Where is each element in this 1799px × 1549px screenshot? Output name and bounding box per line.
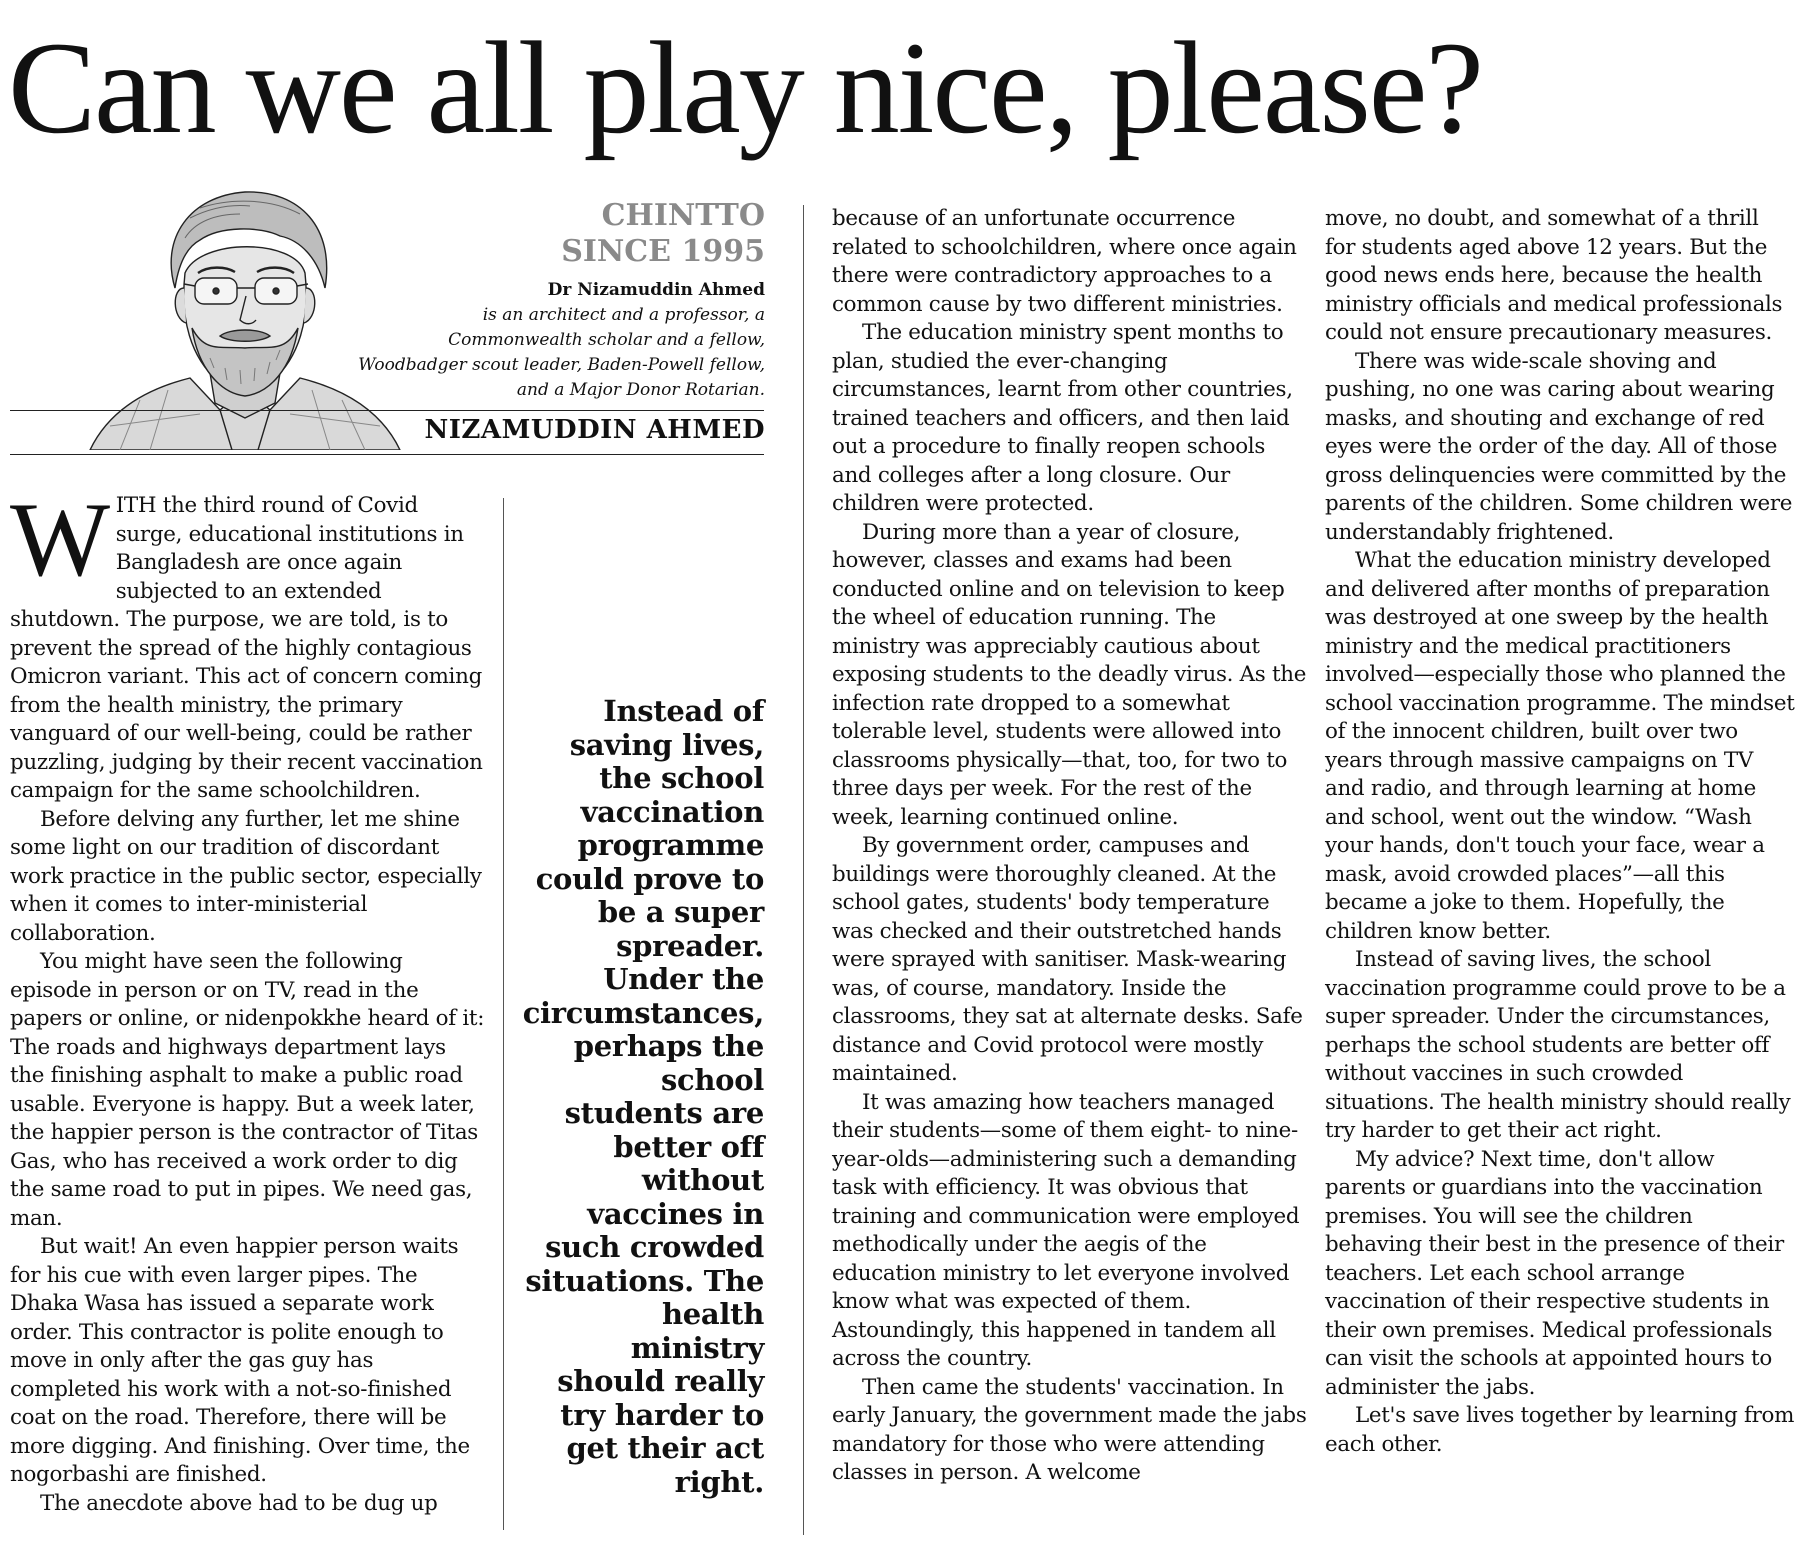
paragraph: What the education ministry developed and delivered after months of preparation was destroyed at one sweep by the health ministry and the medical practitioners involved—especially those who planned the school vaccination programme. The mindset of the innocent children, built over two years through massive campaigns on TV and radio, and through learning at home and school, went out the window. “Wash your hands, don't touch your face, wear a mask, avoid crowded places”—all this became a joke to them. Hopefully, the children know better.: [1325, 548, 1795, 944]
article-column-3: [1325, 205, 1795, 1459]
column-divider-2: [803, 205, 804, 1535]
paragraph: During more than a year of closure, however, classes and exams had been conducted online and on television to keep the wheel of education running. The ministry was appreciably cautious about exposing students to the deadly virus. As the infection rate dropped to a somewhat tolerable level, students were allowed into classrooms physically—that, too, for two to three days per week. For the rest of the week, learning continued online.: [832, 519, 1307, 830]
paragraph: Before delving any further, let me shine some light on our tradition of discordant work practice in the public sector, especially when it comes to inter-ministerial collaboration.: [10, 806, 482, 946]
paragraph: move, no doubt, and somewhat of a thrill for students aged above 12 years. But the good news ends here, because the health ministry officials and medical professionals could not ensure precautionary measures.: [1325, 206, 1783, 345]
paragraph: Instead of saving lives, the school vaccination programme could prove to be a super spreader. Under the circumstances, perhaps the school students are better off without vaccines in such crowded situations. The health ministry should really try harder to get their act right.: [1325, 947, 1791, 1143]
byline-rule-bottom: [10, 454, 764, 455]
paragraph: But wait! An even happier person waits for his cue with even larger pipes. The Dhaka Wasa has issued a separate work order. This contractor is polite enough to move in only after the gas guy has completed his work with a not-so-finished coat on the road. Therefore, there will be more digging. And finishing. Over time, the nogorbashi are finished.: [10, 1234, 470, 1487]
paragraph-text: ITH the third round of Covid surge, educational institutions in Bangladesh are once again subjected to an extended shutdown. The purpose, we are told, is to prevent the spread of the highly contagious Omicron variant. This act of concern coming from the health ministry, the primary vanguard of our well-being, could be rather puzzling, judging by their recent vaccination campaign for the same schoolchildren.: [10, 493, 483, 803]
article-column-1: [10, 481, 485, 1518]
byline-rule-top: [10, 410, 764, 411]
paragraph: [10, 481, 485, 806]
headline: Can we all play nice, please?: [8, 14, 1482, 161]
article-column-2: [832, 205, 1307, 1488]
column-kicker-year: SINCE 1995: [561, 234, 765, 269]
paragraph: Then came the students' vaccination. In early January, the government made the jabs mandatory for those who were attending classes in person. A welcome: [832, 1374, 1307, 1485]
paragraph: It was amazing how teachers managed their students—some of them eight- to nine-year-olds—administering such a demanding task with efficiency. It was obvious that training and communication were employed methodically under the aegis of the education ministry to let everyone involved know what was expected of them. Astoundingly, this happened in tandem all across the country.: [832, 1089, 1300, 1371]
paragraph: My advice? Next time, don't allow parents or guardians into the vaccination premises. You will see the children behaving their best in the presence of their teachers. Let each school arrange vaccination of their respective students in their own premises. Medical professionals can visit the schools at appointed hours to administer the jabs.: [1325, 1146, 1784, 1400]
column-divider-1: [503, 498, 504, 1530]
byline: NIZAMUDDIN AHMED: [424, 415, 765, 445]
author-bio: [345, 278, 765, 403]
paragraph: By government order, campuses and buildings were thoroughly cleaned. At the school gates, students' body temperature was checked and their outstretched hands were sprayed with sanitiser. Mask-wearing was, of course, mandatory. Inside the classrooms, they sat at alternate desks. Safe distance and Covid protocol were mostly maintained.: [832, 833, 1303, 1086]
paragraph: There was wide-scale shoving and pushing, no one was caring about wearing masks, and shouting and exchange of red eyes were the order of the day. All of those gross delinquencies were committed by the parents of the children. Some children were understandably frightened.: [1325, 348, 1793, 545]
author-bio-name: Dr Nizamuddin Ahmed: [547, 280, 765, 300]
paragraph: The anecdote above had to be dug up: [40, 1490, 438, 1516]
author-bio-text: is an architect and a professor, a Commonwealth scholar and a fellow, Woodbadger scout leader, Baden-Powell fellow, and a Major Donor Rotarian.: [358, 305, 765, 400]
paragraph: because of an unfortunate occurrence related to schoolchildren, where once again there were contradictory approaches to a common cause by two different ministries.: [832, 206, 1297, 317]
paragraph: You might have seen the following episode in person or on TV, read in the papers or online, or nidenpokkhe heard of it: The roads and highways department lays the finishing asphalt to make a public road usable. Everyone is happy. But a week later, the happier person is the contractor of Titas Gas, who has received a work order to dig the same road to put in pipes. We need gas, man.: [10, 949, 485, 1231]
pull-quote: Instead of saving lives, the school vaccination programme could prove to be a super spreader. Under the circumstances, perhaps the school students are better off without vaccines in such crowded situations. The health ministry should really try harder to get their act right.: [522, 694, 764, 1499]
column-kicker: [561, 198, 765, 270]
paragraph: The education ministry spent months to plan, studied the ever-changing circumstances, learnt from other countries, trained teachers and officers, and then laid out a procedure to finally reopen schools and colleges after a long closure. Our children were protected.: [832, 320, 1293, 516]
drop-cap: W: [10, 481, 110, 598]
column-kicker-name: CHINTTO: [601, 198, 765, 233]
paragraph: Let's save lives together by learning from each other.: [1325, 1403, 1795, 1457]
